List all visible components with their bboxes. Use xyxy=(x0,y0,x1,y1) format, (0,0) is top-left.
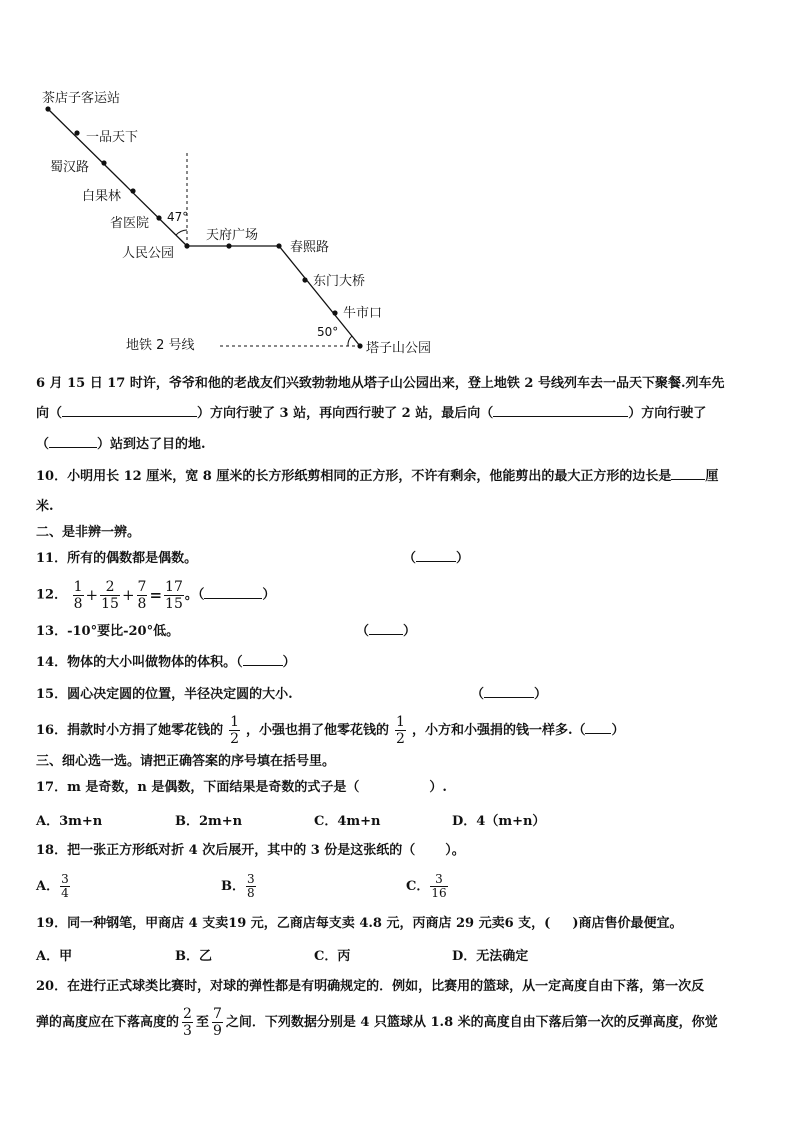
station-label-niushikou: 牛市口 xyxy=(343,306,383,321)
q18-option-c[interactable]: C． $\frac{3}{16}$ xyxy=(406,872,447,900)
angle-arc-50 xyxy=(348,336,352,346)
q15-blank[interactable] xyxy=(484,685,534,698)
station-label-tianfuguangchang: 天府广场 xyxy=(206,228,259,243)
fraction: $\frac{7}{8}$ xyxy=(137,578,147,612)
angle-arc-47 xyxy=(176,230,187,235)
q9-blank-1[interactable] xyxy=(62,404,197,417)
station-dot xyxy=(156,215,161,220)
station-label-renmingongyuan: 人民公园 xyxy=(122,246,175,261)
q11: 11．所有的偶数都是偶数。 xyxy=(36,551,198,566)
q13-answer: （ ） xyxy=(356,624,417,639)
q16: 16．捐款时小方捐了她零花钱的 $\frac{1}{2}$ ，小强也捐了他零花钱的 $\frac{1}{2}$ ，小方和小强捐的钱一样多.（ ） xyxy=(36,714,625,747)
fraction: $\frac{3}{16}$ xyxy=(431,872,447,900)
station-label-baiguolin: 白果林 xyxy=(82,189,122,204)
q9-line1: 6 月 15 日 17 时许，爷爷和他的老战友们兴致勃勃地从塔子山公园出来，登上地铁 2 号线列车去一品天下聚餐.列车先 xyxy=(36,376,725,391)
station-label-dongmendaqiao: 东门大桥 xyxy=(313,274,366,289)
q18-option-b[interactable]: B． $\frac{3}{8}$ xyxy=(221,872,255,900)
fraction: $\frac{3}{4}$ xyxy=(61,872,69,900)
q16-blank[interactable] xyxy=(585,721,611,734)
fraction: $\frac{2}{15}$ xyxy=(101,578,119,612)
q10-blank[interactable] xyxy=(671,467,705,480)
q9-blank-3[interactable] xyxy=(49,435,97,448)
q19-option-a[interactable]: A．甲 xyxy=(36,949,73,964)
station-dot xyxy=(276,243,281,248)
q11-blank[interactable] xyxy=(416,549,456,562)
station-label-shengyiyuan: 省医院 xyxy=(110,216,150,231)
fraction: $\frac{1}{2}$ xyxy=(396,714,405,747)
fraction: $\frac{1}{2}$ xyxy=(230,714,240,747)
station-label-chunxilu: 春熙路 xyxy=(290,240,330,255)
section-2-heading: 二、是非辨一辨。 xyxy=(36,525,141,540)
q10-line1: 10．小明用长 12 厘米，宽 8 厘米的长方形纸剪相同的正方形，不许有剩余，他能剪出的最大正方形的边长是 厘 xyxy=(36,469,719,484)
station-dot xyxy=(226,243,231,248)
subway-line-label: 地铁 2 号线 xyxy=(126,338,195,353)
q9-blank-2[interactable] xyxy=(493,404,628,417)
q14-blank[interactable] xyxy=(243,653,283,666)
station-label-yipintianxia: 一品天下 xyxy=(86,130,139,145)
q19: 19．同一种钢笔，甲商店 4 支卖19 元，乙商店每支卖 4.8 元，丙商店 29 元卖6 支，( )商店售价最便宜。 xyxy=(36,916,683,931)
q19-option-c[interactable]: C．丙 xyxy=(314,949,351,964)
q17-option-b[interactable]: B．2m+n xyxy=(175,814,243,829)
fraction: $\frac{2}{3}$ xyxy=(183,1006,192,1039)
q14: 14．物体的大小叫做物体的体积。（ ） xyxy=(36,655,296,670)
section-3-heading: 三、细心选一选。请把正确答案的序号填在括号里。 xyxy=(36,754,336,769)
q19-option-d[interactable]: D．无法确定 xyxy=(452,949,529,964)
q17: 17．m 是奇数，n 是偶数，下面结果是奇数的式子是（ ）. xyxy=(36,780,447,795)
q12: 12． $\frac{1}{8}$ + $\frac{2}{15}$ + $\frac{7}{8}$ = $\frac{17}{15}$ 。（ ） xyxy=(36,578,276,612)
fraction: $\frac{7}{9}$ xyxy=(212,1006,222,1039)
q17-option-d[interactable]: D．4（m+n） xyxy=(452,814,546,829)
station-dot xyxy=(184,243,189,248)
q13-blank[interactable] xyxy=(369,622,403,635)
station-dot xyxy=(332,310,337,315)
q12-blank[interactable] xyxy=(204,586,262,599)
q11-answer: （ ） xyxy=(403,551,470,566)
q18-option-a[interactable]: A． $\frac{3}{4}$ xyxy=(36,872,69,900)
station-dot xyxy=(74,130,79,135)
q17-option-c[interactable]: C．4m+n xyxy=(314,814,381,829)
station-dot xyxy=(101,160,106,165)
q15: 15．圆心决定圆的位置，半径决定圆的大小. xyxy=(36,687,293,702)
station-label-tazishangongyuan: 塔子山公园 xyxy=(366,341,432,356)
angle-label-47: 47° xyxy=(167,210,189,224)
station-label-shuhanlu: 蜀汉路 xyxy=(50,160,90,175)
q13: 13．-10°要比-20°低。 xyxy=(36,624,180,639)
q9-line3: （ ）站到达了目的地. xyxy=(36,437,206,452)
fraction: $\frac{17}{15}$ xyxy=(165,578,183,612)
angle-label-50: 50° xyxy=(317,325,339,339)
q9-line2: 向（ ）方向行驶了 3 站，再向西行驶了 2 站，最后向（ ）方向行驶了 xyxy=(36,406,707,421)
station-dot xyxy=(45,106,50,111)
q19-option-b[interactable]: B．乙 xyxy=(175,949,212,964)
q10-line2: 米. xyxy=(36,499,54,514)
fraction: $\frac{3}{8}$ xyxy=(247,872,255,900)
station-dot xyxy=(130,188,135,193)
q18: 18．把一张正方形纸对折 4 次后展开，其中的 3 份是这张纸的（ ）。 xyxy=(36,843,465,858)
station-dot xyxy=(357,343,362,348)
q20-line1: 20．在进行正式球类比赛时，对球的弹性都是有明确规定的．例如，比赛用的篮球，从一定高度自由下落，第一次反 xyxy=(36,979,705,994)
q20-line2: 弹的高度应在下落高度的 $\frac{2}{3}$ 至 $\frac{7}{9}$ 之间．下列数据分别是 4 只篮球从 1.8 米的高度自由下落后第一次的反弹高度，你觉 xyxy=(36,1006,718,1039)
fraction: $\frac{1}{8}$ xyxy=(73,578,83,612)
q15-answer: （ ） xyxy=(471,687,548,702)
station-label-chadianzi: 茶店子客运站 xyxy=(42,91,121,106)
q17-option-a[interactable]: A．3m+n xyxy=(36,814,103,829)
station-dot xyxy=(302,277,307,282)
